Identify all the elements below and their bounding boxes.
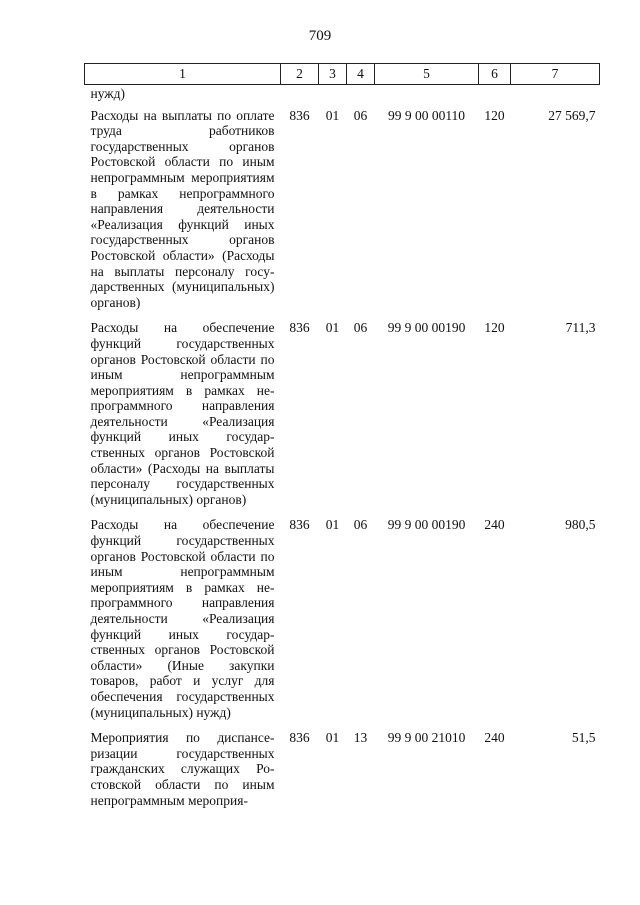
row-expense-type: 240: [484, 517, 505, 533]
header-col-7: 7: [511, 64, 600, 85]
row-subsection-code: 06: [353, 517, 368, 533]
row-section-code: 01: [325, 107, 340, 123]
table-row: [85, 316, 600, 513]
row-description: Мероприятия по диспансеризации государственных гражданских служащих Ростовской области по иным непрограммным мероприя-: [90, 730, 275, 808]
header-col-5: 5: [375, 64, 479, 85]
header-col-1: 1: [85, 64, 281, 85]
table-row: [85, 513, 600, 726]
row-subsection-code: 13: [353, 730, 368, 746]
row-amount: 980,5: [565, 517, 596, 533]
row-subsection-code: 06: [353, 107, 368, 123]
row-amount: 27 569,7: [548, 107, 596, 123]
page-number: 709: [308, 28, 332, 44]
row-expense-type: 120: [484, 107, 505, 123]
row-target-code: 99 9 00 00110: [387, 107, 466, 123]
header-col-2: 2: [281, 64, 319, 85]
table-row: [85, 726, 600, 814]
row-ministry-code: 836: [289, 730, 310, 746]
row-section-code: 01: [325, 730, 340, 746]
row-description: Расходы на выплаты по оплате труда работников государственных органов Ростовской области по иным непрограммным мероприятиям в рамках непрограммного направления деятельности «Реализация функций иных государственных органов Ростовской области» (Расходы на выплаты персоналу государственных (муниципальных) органов): [90, 107, 275, 310]
row-expense-type: 240: [484, 730, 505, 746]
row-ministry-code: 836: [289, 320, 310, 336]
header-col-6: 6: [479, 64, 511, 85]
budget-table: [84, 63, 600, 814]
table-row: [85, 105, 600, 317]
header-col-4: 4: [347, 64, 375, 85]
row-expense-type: 120: [484, 320, 505, 336]
row-section-code: 01: [325, 320, 340, 336]
row-description: Расходы на обеспечение функций государственных органов Ростовской области по иным непрограммным мероприятиям в рамках непрограммного направления деятельности «Реализация функций иных государственных органов Ростовской области» (Иные закупки товаров, работ и услуг для обеспечения государственных (муниципальных) нужд): [90, 517, 275, 720]
row-description: Расходы на обеспечение функций государственных органов Ростовской области по иным непрограммным мероприятиям в рамках непрограммного направления деятельности «Реализация функций иных государственных органов Ростовской области» (Расходы на выплаты персоналу государственных (муниципальных) органов): [90, 320, 275, 507]
row-target-code: 99 9 00 00190: [387, 320, 466, 336]
row-section-code: 01: [325, 517, 340, 533]
header-row: [85, 64, 600, 85]
row-ministry-code: 836: [289, 107, 310, 123]
row-target-code: 99 9 00 00190: [387, 517, 466, 533]
continuation-text: нужд): [90, 86, 125, 101]
row-subsection-code: 06: [353, 320, 368, 336]
row-amount: 51,5: [571, 730, 596, 746]
row-target-code: 99 9 00 21010: [387, 730, 466, 746]
row-ministry-code: 836: [289, 517, 310, 533]
row-amount: 711,3: [565, 320, 596, 336]
header-col-3: 3: [319, 64, 347, 85]
continuation-row: [85, 85, 600, 105]
